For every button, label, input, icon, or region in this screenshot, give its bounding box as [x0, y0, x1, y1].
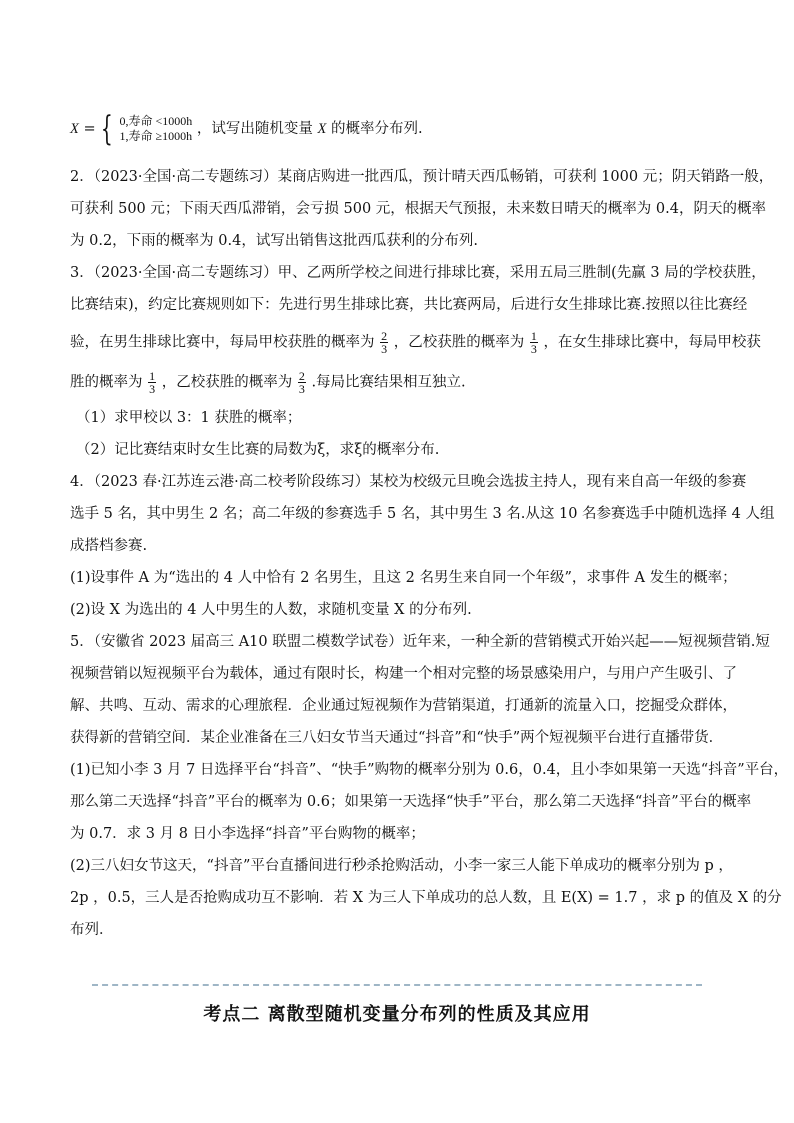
section-heading: 考点二 离散型随机变量分布列的性质及其应用 — [203, 1004, 591, 1025]
q5-line-6: 那么第二天选择“抖音”平台的概率为 0.6；如果第一天选择“快手”平台，那么第二天选择“抖音”平台的概率 — [70, 794, 752, 810]
fraction-two-thirds: $\frac{2}{3}$ — [381, 329, 388, 356]
q3-line-3-c: ，在女生排球比赛中，每局甲校获 — [543, 334, 761, 351]
q4-sub-2: (2)设 X 为选出的 4 人中男生的人数，求随机变量 X 的分布列. — [70, 602, 472, 618]
q3-line-1: 3．（2023·全国·高二专题练习）甲、乙两所学校之间进行排球比赛，采用五局三胜制(先赢 3 局的学校获胜， — [70, 265, 766, 281]
q1-distribution-line — [70, 109, 423, 149]
q5-line-9: 2p ，0.5，三人是否抢购成功互不影响．若 X 为三人下单成功的总人数，且 E(X) = 1.7 ，求 p 的值及 X 的分 — [70, 890, 782, 906]
q5-line-5: (1)已知小李 3 月 7 日选择平台“抖音”、“快手”购物的概率分别为 0.6，0.4，且小李如果第一天选“抖音”平台， — [70, 762, 789, 778]
q1-variable: X — [70, 121, 79, 137]
q5-line-8: (2)三八妇女节这天，“抖音”平台直播间进行秒杀抢购活动，小李一家三人能下单成功的概率分别为 p ， — [70, 858, 733, 874]
q2-line-2: 可获利 500 元；下雨天西瓜滞销，会亏损 500 元，根据天气预报，未来数日晴天的概率为 0.4，阴天的概率 — [70, 201, 766, 217]
q3-sub-2: （2）记比赛结束时女生比赛的局数为ξ，求ξ的概率分布. — [76, 442, 440, 458]
fraction-one-third-2: $\frac{1}{3}$ — [149, 369, 156, 396]
q5-line-2: 视频营销以短视频平台为载体，通过有限时长，构建一个相对完整的场景感染用户，与用户产生吸引、了 — [70, 666, 737, 682]
q2-line-1: 2．（2023·全国·高二专题练习）某商店购进一批西瓜，预计晴天西瓜畅销，可获利 1000 元；阴天销路一般， — [70, 169, 774, 185]
fraction-two-thirds-2: $\frac{2}{3}$ — [298, 369, 305, 396]
q1-text-b: 的概率分布列. — [330, 121, 423, 137]
q1-variable-2: X — [317, 121, 327, 137]
q3-line-4-c: .每局比赛结果相互独立. — [311, 374, 466, 391]
piecewise-brace: { — [101, 109, 114, 149]
q3-line-3-b: ，乙校获胜的概率为 — [393, 334, 525, 351]
q5-line-4: 获得新的营销空间．某企业准备在三八妇女节当天通过“抖音”和“快手”两个短视频平台进行直播带货． — [70, 730, 724, 746]
piecewise-case-2: 1,寿命 ≥1000h — [119, 129, 193, 143]
section-divider — [92, 984, 702, 986]
q5-line-1: 5．（安徽省 2023 届高三 A10 联盟二模数学试卷）近年来，一种全新的营销模式开始兴起——短视频营销.短 — [70, 634, 770, 650]
q5-line-10: 布列． — [70, 922, 114, 938]
q5-line-7: 为 0.7．求 3 月 8 日小李选择“抖音”平台购物的概率； — [70, 826, 425, 842]
q4-sub-1: (1)设事件 A 为“选出的 4 人中恰有 2 名男生，且这 2 名男生来自同一个年级”，求事件 A 发生的概率； — [70, 570, 737, 586]
piecewise-case-1: 0,寿命 <1000h — [119, 114, 193, 128]
q4-line-2: 选手 5 名，其中男生 2 名；高二年级的参赛选手 5 名，其中男生 3 名.从这 10 名参赛选手中随机选择 4 人组 — [70, 506, 775, 522]
q3-line-4-a: 胜的概率为 — [70, 374, 143, 391]
q3-line-4-b: ，乙校获胜的概率为 — [161, 374, 293, 391]
q3-line-3 — [70, 330, 761, 355]
q1-equals: = — [83, 121, 96, 137]
q2-line-3: 为 0.2，下雨的概率为 0.4，试写出销售这批西瓜获利的分布列. — [70, 233, 478, 249]
q3-line-4 — [70, 370, 466, 395]
q3-sub-1: （1）求甲校以 3：1 获胜的概率； — [76, 410, 302, 426]
q4-line-1: 4．（2023 春·江苏连云港·高二校考阶段练习）某校为校级元旦晚会选拔主持人，现有来自高一年级的参赛 — [70, 474, 747, 490]
q5-line-3: 解、共鸣、互动、需求的心理旅程．企业通过短视频作为营销渠道，打通新的流量入口，挖掘受众群体， — [70, 698, 737, 714]
piecewise-cases — [119, 114, 192, 144]
q1-text-a: ，试写出随机变量 — [196, 121, 313, 137]
q3-line-3-a: 验，在男生排球比赛中，每局甲校获胜的概率为 — [70, 334, 375, 351]
fraction-one-third: $\frac{1}{3}$ — [530, 329, 537, 356]
q4-line-3: 成搭档参赛. — [70, 538, 148, 554]
q3-line-2: 比赛结束)，约定比赛规则如下：先进行男生排球比赛，共比赛两局，后进行女生排球比赛.按照以往比赛经 — [70, 297, 748, 313]
